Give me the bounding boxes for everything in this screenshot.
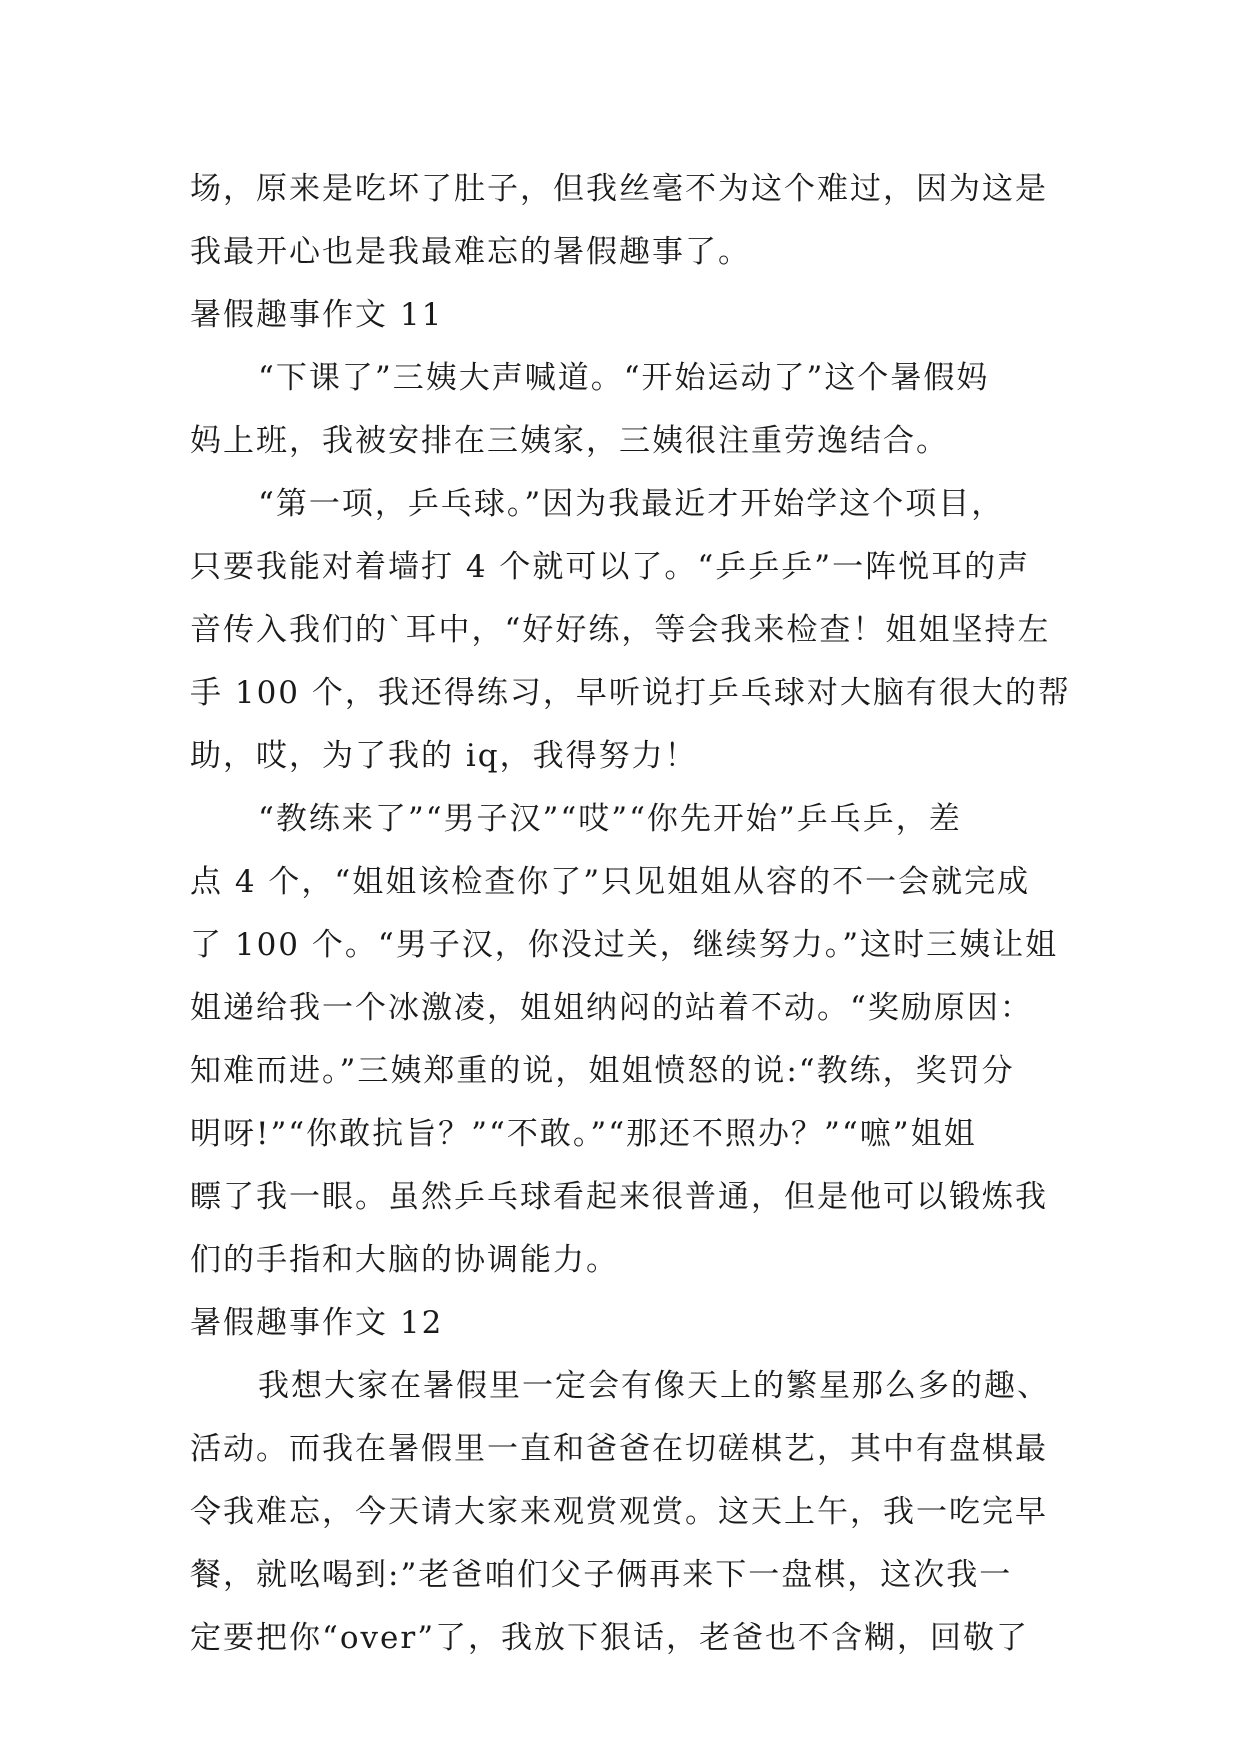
- text-line: 活动。而我在暑假里一直和爸爸在切磋棋艺，其中有盘棋最: [190, 1431, 1048, 1467]
- document-page: [190, 158, 1070, 1670]
- text-line: 了 100 个。“男子汉，你没过关，继续努力。”这时三姨让姐: [190, 927, 1059, 963]
- text-line: 我想大家在暑假里一定会有像天上的繁星那么多的趣、: [258, 1368, 1050, 1404]
- text-line: “教练来了”“男子汉”“哎”“你先开始”乒乓乒，差: [258, 801, 962, 837]
- text-line: 瞟了我一眼。虽然乒乓球看起来很普通，但是他可以锻炼我: [190, 1179, 1048, 1215]
- text-line: 点 4 个，“姐姐该检查你了”只见姐姐从容的不一会就完成: [190, 864, 1031, 900]
- section-heading: 暑假趣事作文 12: [190, 1305, 444, 1341]
- text-line: 场，原来是吃坏了肚子，但我丝毫不为这个难过，因为这是: [190, 171, 1048, 207]
- text-line: 手 100 个，我还得练习，早听说打乒乓球对大脑有很大的帮: [190, 675, 1071, 711]
- section-heading: 暑假趣事作文 11: [190, 297, 444, 333]
- text-line: 知难而进。”三姨郑重的说，姐姐愤怒的说:“教练，奖罚分: [190, 1053, 1015, 1089]
- text-line: 助，哎，为了我的 iq，我得努力！: [190, 738, 698, 774]
- text-line: 姐递给我一个冰激凌，姐姐纳闷的站着不动。“奖励原因：: [190, 990, 1033, 1026]
- text-line: 妈上班，我被安排在三姨家，三姨很注重劳逸结合。: [190, 423, 949, 459]
- text-line: “第一项，乒乓球。”因为我最近才开始学这个项目，: [258, 486, 1005, 522]
- text-line: 餐，就吆喝到:”老爸咱们父子俩再来下一盘棋，这次我一: [190, 1557, 1013, 1593]
- text-line: 们的手指和大脑的协调能力。: [190, 1242, 619, 1278]
- text-line: 我最开心也是我最难忘的暑假趣事了。: [190, 234, 751, 270]
- text-line: 音传入我们的`耳中，“好好练，等会我来检查！姐姐坚持左: [190, 612, 1051, 648]
- text-line: 令我难忘，今天请大家来观赏观赏。这天上午，我一吃完早: [190, 1494, 1048, 1530]
- text-line: 只要我能对着墙打 4 个就可以了。“乒乒乒”一阵悦耳的声: [190, 549, 1031, 585]
- text-line: 定要把你“over”了，我放下狠话，老爸也不含糊，回敬了: [190, 1620, 1030, 1656]
- text-line: “下课了”三姨大声喊道。“开始运动了”这个暑假妈: [258, 360, 990, 396]
- text-line: 明呀!”“你敢抗旨？”“不敢。”“那还不照办？”“嗻”姐姐: [190, 1116, 977, 1152]
